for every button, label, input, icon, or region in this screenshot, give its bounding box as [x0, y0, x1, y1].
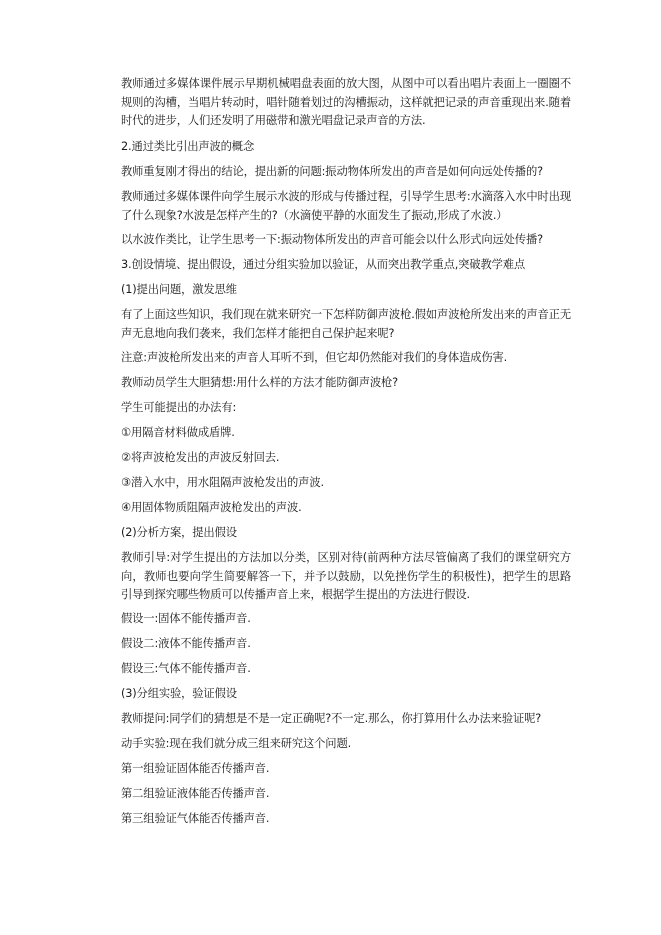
paragraph-12: ①用隔音材料做成盾牌.	[121, 426, 235, 439]
paragraph-2: 2.通过类比引出声波的概念	[121, 140, 255, 153]
paragraph-20: 假设三:气体不能传播声音.	[121, 662, 251, 675]
paragraph-26: 第三组验证气体能否传播声音.	[121, 812, 270, 825]
paragraph-6: 3.创设情境、提出假设，通过分组实验加以验证，从而突出教学重点,突破教学难点	[121, 258, 526, 271]
paragraph-25: 第二组验证液体能否传播声音.	[121, 787, 270, 800]
paragraph-17: 教师引导:对学生提出的方法加以分类，区别对待(前两种方法尽管偏离了我们的课堂研究方向，教师也要向学生简要解答一下，并予以鼓励，以免挫伤学生的积极性)，把学生的思路引导到探究哪些物质可以传播声音上来，根据学生提出的方法进行假设.	[121, 551, 571, 601]
paragraph-14: ③潜入水中，用水阻隔声波枪发出的声波.	[121, 476, 324, 489]
paragraph-10: 教师动员学生大胆猜想:用什么样的方法才能防御声波枪?	[121, 376, 399, 389]
paragraph-5: 以水波作类比，让学生思考一下:振动物体所发出的声音可能会以什么形式向远处传播?	[121, 233, 543, 246]
paragraph-24: 第一组验证固体能否传播声音.	[121, 762, 270, 775]
paragraph-18: 假设一:固体不能传播声音.	[121, 612, 251, 625]
paragraph-22: 教师提问:同学们的猜想是不是一定正确呢?不一定.那么，你打算用什么办法来验证呢?	[121, 712, 542, 725]
paragraph-23: 动手实验:现在我们就分成三组来研究这个问题.	[121, 737, 352, 750]
paragraph-16: (2)分析方案，提出假设	[121, 526, 237, 539]
paragraph-9: 注意:声波枪所发出来的声音人耳听不到，但它却仍然能对我们的身体造成伤害.	[121, 351, 508, 364]
paragraph-7: (1)提出问题，激发思维	[121, 283, 237, 296]
paragraph-3: 教师重复刚才得出的结论，提出新的问题:振动物体所发出的声音是如何向远处传播的?	[121, 165, 543, 178]
paragraph-8: 有了上面这些知识，我们现在就来研究一下怎样防御声波枪.假如声波枪所发出来的声音正无声无息地向我们袭来，我们怎样才能把自己保护起来呢?	[121, 308, 571, 340]
paragraph-4: 教师通过多媒体课件向学生展示水波的形成与传播过程，引导学生思考:水滴落入水中时出现了什么现象?水波是怎样产生的?（水滴使平静的水面发生了振动,形成了水波.）	[121, 190, 571, 222]
paragraph-1: 教师通过多媒体课件展示早期机械唱盘表面的放大图，从图中可以看出唱片表面上一圈圈不规则的沟槽，当唱片转动时，唱针随着划过的沟槽振动，这样就把记录的声音重现出来.随着时代的进步，人们还发明了用磁带和激光唱盘记录声音的方法.	[121, 77, 571, 127]
paragraph-11: 学生可能提出的办法有:	[121, 401, 237, 414]
paragraph-21: (3)分组实验，验证假设	[121, 687, 237, 700]
paragraph-19: 假设二:液体不能传播声音.	[121, 637, 251, 650]
paragraph-13: ②将声波枪发出的声波反射回去.	[121, 451, 280, 464]
paragraph-15: ④用固体物质阻隔声波枪发出的声波.	[121, 501, 302, 514]
